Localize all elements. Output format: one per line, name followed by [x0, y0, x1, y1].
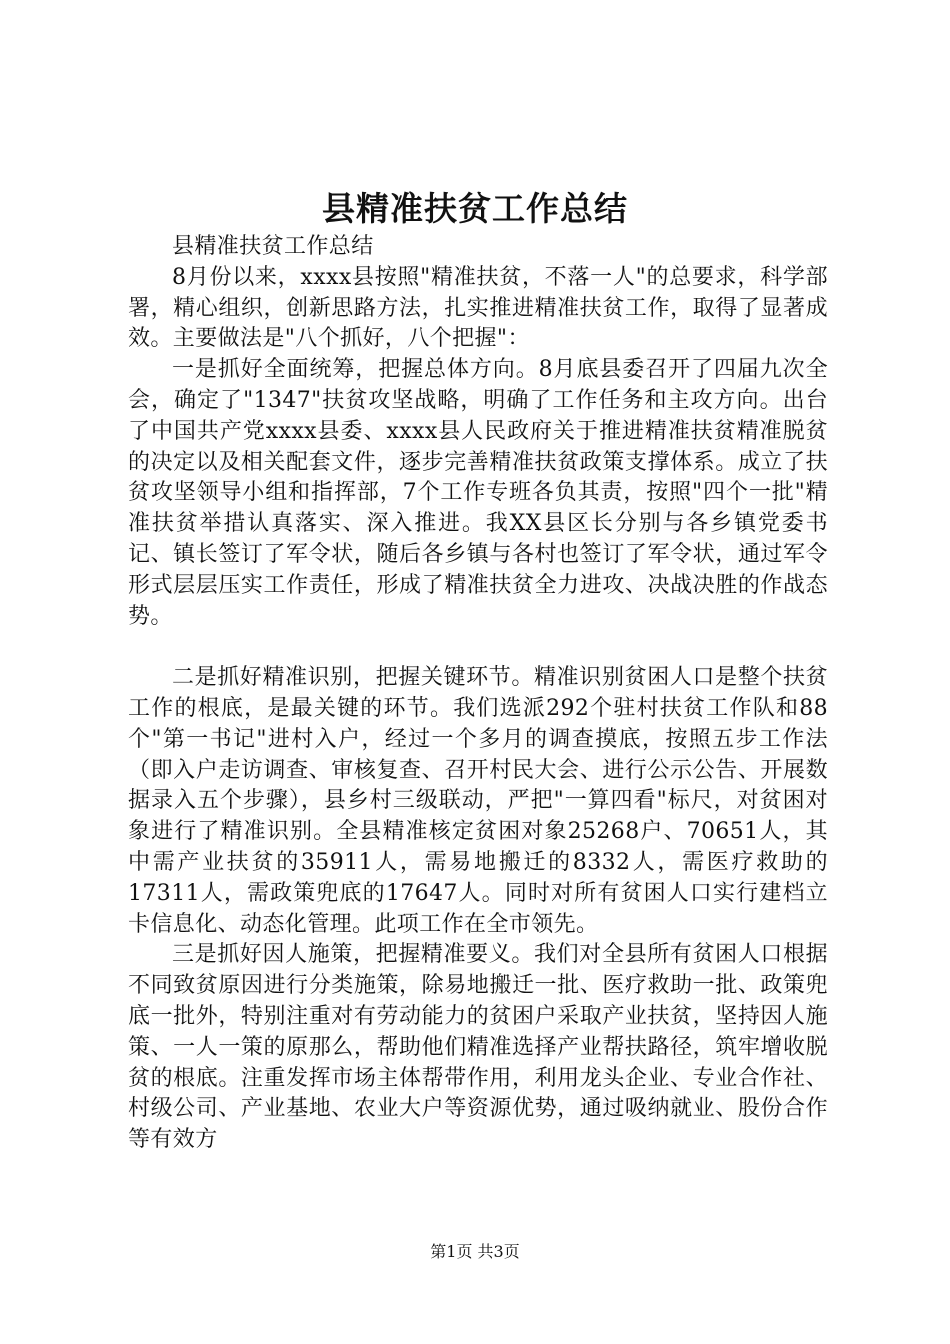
page-number-footer: 第1页 共3页 [430, 1242, 520, 1261]
paragraph-intro: 8月份以来，xxxx县按照"精准扶贫，不落一人"的总要求，科学部署，精心组织，创新思路方法，扎实推进精准扶贫工作，取得了显著成效。主要做法是"八个抓好，八个把握"： [128, 264, 828, 352]
paragraph-item-1: 一是抓好全面统筹，把握总体方向。8月底县委召开了四届九次全会，确定了"1347"扶贫攻坚战略，明确了工作任务和主攻方向。出台了中国共产党xxxx县委、xxxx县人民政府关于推进精准扶贫精准脱贫的决定以及相关配套文件，逐步完善精准扶贫政策支撑体系。成立了扶贫攻坚领导小组和指挥部，7个工作专班各负其责，按照"四个一批"精准扶贫举措认真落实、深入推进。我XX县区长分别与各乡镇党委书记、镇长签订了军令状，随后各乡镇与各村也签订了军令状，通过军令形式层层压实工作责任，形成了精准扶贫全力进攻、决战决胜的作战态势。 [128, 357, 828, 629]
document-body [128, 232, 828, 1156]
paragraph-item-3: 三是抓好因人施策，把握精准要义。我们对全县所有贫困人口根据不同致贫原因进行分类施策，除易地搬迁一批、医疗救助一批、政策兜底一批外，特别注重对有劳动能力的贫困户采取产业扶贫，坚持因人施策、一人一策的原那么，帮助他们精准选择产业帮扶路径，筑牢增收脱贫的根底。注重发挥市场主体帮带作用，利用龙头企业、专业合作社、村级公司、产业基地、农业大户等资源优势，通过吸纳就业、股份合作等有效方 [128, 942, 828, 1153]
paragraph-subtitle: 县精准扶贫工作总结 [172, 234, 374, 259]
document-title: 县精准扶贫工作总结 [322, 189, 628, 228]
paragraph-item-2: 二是抓好精准识别，把握关键环节。精准识别贫困人口是整个扶贫工作的根底，是最关键的环节。我们选派292个驻村扶贫工作队和88个"第一书记"进村入户，经过一个多月的调查摸底，按照五步工作法（即入户走访调查、审核复查、召开村民大会、进行公示公告、开展数据录入五个步骤），县乡村三级联动，严把"一算四看"标尺，对贫困对象进行了精准识别。全县精准核定贫困对象25268户、70651人，其中需产业扶贫的35911人，需易地搬迁的8332人，需医疗救助的17311人，需政策兜底的17647人。同时对所有贫困人口实行建档立卡信息化、动态化管理。此项工作在全市领先。 [128, 665, 828, 937]
